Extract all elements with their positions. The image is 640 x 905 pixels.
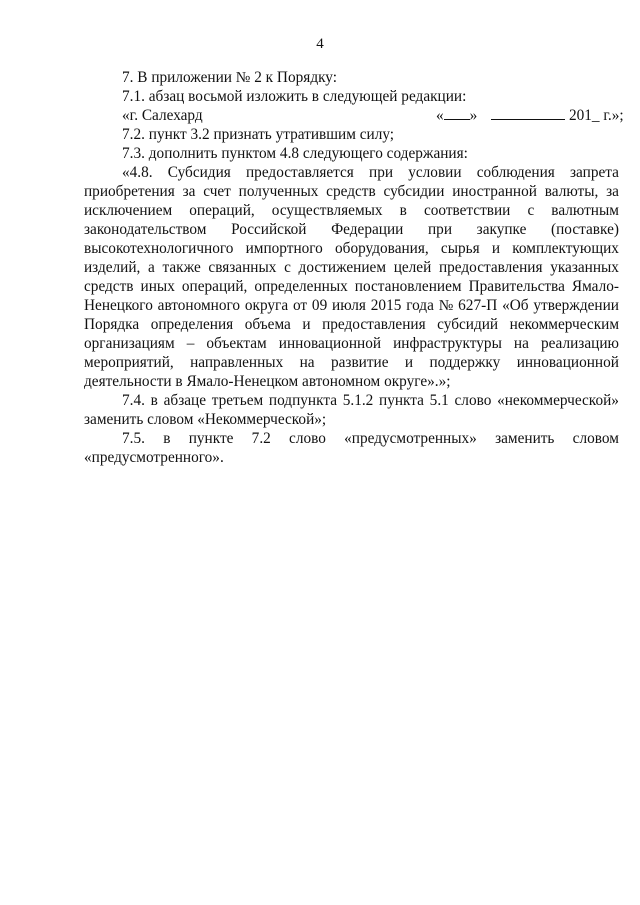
word: соответствии <box>423 202 511 219</box>
word: 7.4. <box>122 392 145 409</box>
word: высокотехнологичного <box>84 240 234 257</box>
word: инфраструктуры <box>393 335 502 352</box>
paragraph-4-8-line-10 <box>84 334 619 353</box>
word: развитие <box>330 354 389 371</box>
paragraph-4-8-line-11 <box>84 353 619 372</box>
word: (поставке) <box>551 221 619 238</box>
item-7-heading: 7. В приложении № 2 к Порядку: <box>122 69 338 86</box>
word: предоставляется <box>245 164 354 181</box>
item-7-4-line-2: заменить словом «Некоммерческой»; <box>84 411 327 428</box>
word: заменить <box>495 430 555 447</box>
word: пункта <box>379 392 424 409</box>
word: инновационной <box>278 335 382 352</box>
word: Российской <box>231 221 307 238</box>
word: связанных <box>208 259 277 276</box>
word: также <box>162 259 201 276</box>
word: 627-П <box>458 297 498 314</box>
date-year: 201_ г.»; <box>568 107 624 124</box>
word: средств <box>84 278 134 295</box>
word: пункте <box>188 430 234 447</box>
word: 5.1 <box>429 392 449 409</box>
word: на <box>513 335 529 352</box>
word: а <box>148 259 155 276</box>
word: исключением <box>84 202 173 219</box>
item-7-2: 7.2. пункт 3.2 признать утратившим силу; <box>122 126 395 143</box>
word: Ямало- <box>571 278 619 295</box>
word: 2015 <box>370 297 402 314</box>
word: организациям <box>84 335 175 352</box>
word: Ненецкого <box>84 297 153 314</box>
page-number: 4 <box>316 36 324 52</box>
word: автономного <box>157 297 241 314</box>
word: июля <box>332 297 366 314</box>
day-blank <box>444 106 470 120</box>
word: предоставления <box>322 316 426 333</box>
word: определения <box>150 316 234 333</box>
word: 7.5. <box>122 430 145 447</box>
word: 5.1.2 <box>342 392 374 409</box>
word: осуществляемых <box>271 202 383 219</box>
word: и <box>404 354 414 371</box>
word: округа <box>244 297 289 314</box>
item-7-4-line-1 <box>122 391 619 410</box>
item-7-5-line-2: «предусмотренного». <box>84 449 224 466</box>
paragraph-4-8-line-12: деятельности в Ямало-Ненецком автономном округе».»; <box>84 373 451 390</box>
word: комплектующих <box>512 240 619 257</box>
word: счет <box>203 183 231 200</box>
word: словом <box>572 430 619 447</box>
word: при <box>369 164 394 181</box>
word: постановлением <box>354 278 462 295</box>
word: слово <box>454 392 492 409</box>
word: соблюдения <box>476 164 555 181</box>
word: полученных <box>238 183 319 200</box>
word: предоставления <box>438 259 543 276</box>
word: мероприятий, <box>84 354 174 371</box>
word: «4.8. <box>122 164 153 181</box>
word: Правительства <box>468 278 565 295</box>
word: подпункта <box>268 392 337 409</box>
word: с <box>284 259 291 276</box>
word: объема <box>244 316 291 333</box>
item-7-3: 7.3. дополнить пунктом 4.8 следующего содержания: <box>122 145 468 162</box>
word: года <box>406 297 434 314</box>
salekhard-text: «г. Салехард <box>122 107 203 124</box>
word: субсидий <box>437 316 499 333</box>
word: утверждении <box>533 297 619 314</box>
word: указанных <box>550 259 619 276</box>
word: – <box>186 335 195 352</box>
word: законодательством <box>84 221 207 238</box>
paragraph-4-8-line-9 <box>84 315 619 334</box>
word: 7.2 <box>251 430 271 447</box>
word: Субсидия <box>167 164 231 181</box>
item-7-5-line-1 <box>122 429 619 448</box>
word: целей <box>393 259 432 276</box>
word: субсидии <box>383 183 445 200</box>
word: импортного <box>245 240 323 257</box>
word: иностранной <box>452 183 537 200</box>
word: оборудования, <box>335 240 429 257</box>
word: за <box>606 183 619 200</box>
word: на <box>299 354 315 371</box>
word: реализацию <box>540 335 619 352</box>
paragraph-4-8-line-7 <box>84 277 619 296</box>
word: некоммерческим <box>509 316 619 333</box>
word: определенных <box>254 278 348 295</box>
word: за <box>182 183 196 200</box>
word: и <box>302 316 311 333</box>
word: изделий, <box>84 259 141 276</box>
word: «предусмотренных» <box>344 430 477 447</box>
word: операций, <box>189 202 255 219</box>
word: направленных <box>190 354 284 371</box>
word: поддержку <box>429 354 501 371</box>
word: иных <box>140 278 175 295</box>
word: от <box>292 297 308 314</box>
word: абзаце <box>163 392 207 409</box>
word: объектам <box>206 335 267 352</box>
word: сырья <box>440 240 480 257</box>
word: 09 <box>311 297 328 314</box>
word: приобретения <box>84 183 175 200</box>
word: валютным <box>551 202 619 219</box>
date-open-quote: « <box>436 107 444 124</box>
paragraph-4-8-line-3 <box>84 201 619 220</box>
word: закупке <box>476 221 527 238</box>
word: инновационной <box>516 354 619 371</box>
paragraph-4-8-line-5 <box>84 239 619 258</box>
word: операций, <box>181 278 248 295</box>
word: условии <box>408 164 462 181</box>
word: «некоммерческой» <box>497 392 619 409</box>
word: Федерации <box>331 221 404 238</box>
word: третьем <box>211 392 264 409</box>
month-blank <box>491 106 565 120</box>
item-7-1: 7.1. абзац восьмой изложить в следующей редакции: <box>122 88 467 105</box>
word: средств <box>326 183 376 200</box>
paragraph-4-8-line-4 <box>84 220 619 239</box>
word: «Об <box>502 297 529 314</box>
word: и <box>491 240 501 257</box>
word: с <box>527 202 535 219</box>
word: № <box>438 297 454 314</box>
paragraph-4-8-line-8 <box>84 296 619 315</box>
date-close-quote: » <box>469 107 478 124</box>
date-placeholder <box>436 106 624 125</box>
paragraph-4-8-line-1 <box>122 163 619 182</box>
word: валюты, <box>544 183 599 200</box>
word: в <box>150 392 158 409</box>
word: Порядка <box>84 316 140 333</box>
word: в <box>163 430 171 447</box>
word: при <box>427 221 453 238</box>
word: достижением <box>298 259 387 276</box>
paragraph-4-8-line-6 <box>84 258 619 277</box>
paragraph-4-8-line-2 <box>84 182 619 201</box>
word: в <box>399 202 407 219</box>
word: слово <box>289 430 326 447</box>
word: запрета <box>570 164 619 181</box>
